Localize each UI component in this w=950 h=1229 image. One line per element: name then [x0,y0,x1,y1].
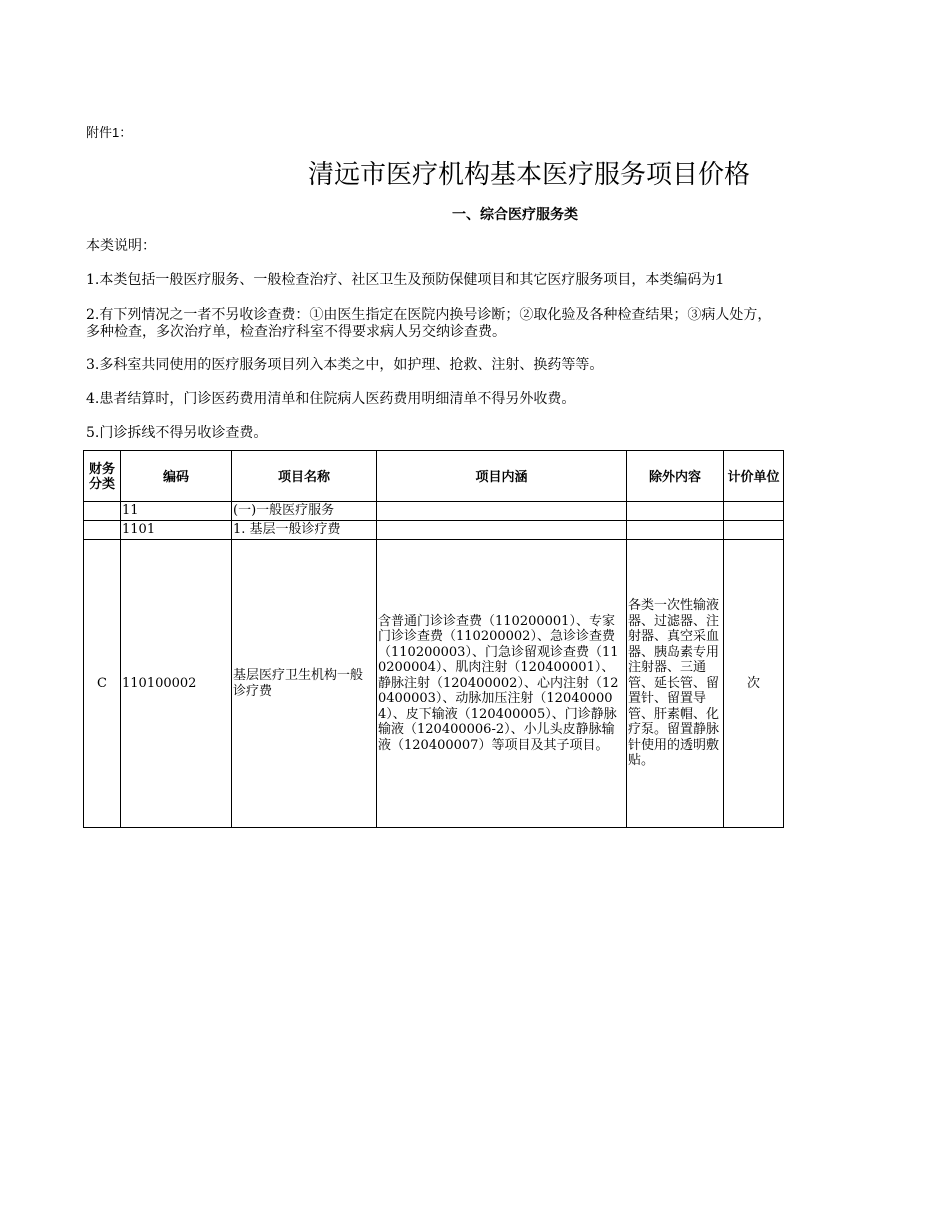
cell-name: (一)一般医疗服务 [232,502,377,521]
cell-code: 110100002 [121,540,232,828]
notes-heading: 本类说明： [86,238,156,254]
cell-category [84,521,121,540]
cell-content [377,502,627,521]
header-category: 财务分类 [84,451,121,502]
header-name: 项目名称 [232,451,377,502]
note-item-5: 5.门诊拆线不得另收诊查费。 [86,425,268,441]
header-content: 项目内涵 [377,451,627,502]
note-item-1: 1.本类包括一般医疗服务、一般检查治疗、社区卫生及预防保健项目和其它医疗服务项目，本类编码为1 [86,272,725,288]
cell-name: 基层医疗卫生机构一般诊疗费 [232,540,377,828]
cell-exclude [627,521,724,540]
header-unit: 计价单位 [724,451,784,502]
cell-exclude [627,502,724,521]
cell-exclude: 各类一次性输液器、过滤器、注射器、真空采血器、胰岛素专用注射器、三通管、延长管、留置针、留置导管、肝素帽、化疗泵。留置静脉针使用的透明敷贴。 [627,540,724,828]
table-row [84,502,784,521]
note-item-3: 3.多科室共同使用的医疗服务项目列入本类之中，如护理、抢救、注射、换药等等。 [86,357,604,373]
page-title: 清远市医疗机构基本医疗服务项目价格 [308,160,751,190]
cell-category: C [84,540,121,828]
note-item-2: 2.有下列情况之一者不另收诊查费：①由医生指定在医院内换号诊断；②取化验及各种检查结果；③病人处方，多种检查，多次治疗单，检查治疗科室不得要求病人另交纳诊查费。 [86,307,772,340]
cell-code: 1101 [121,521,232,540]
note-item-4: 4.患者结算时，门诊医药费用清单和住院病人医药费用明细清单不得另外收费。 [86,391,576,407]
price-table [83,450,784,828]
cell-category [84,502,121,521]
section-subtitle: 一、综合医疗服务类 [452,206,578,222]
cell-content [377,521,627,540]
header-exclude: 除外内容 [627,451,724,502]
cell-name: 1. 基层一般诊疗费 [232,521,377,540]
cell-code: 11 [121,502,232,521]
attachment-label: 附件1： [86,125,133,140]
header-code: 编码 [121,451,232,502]
cell-content: 含普通门诊诊查费（110200001）、专家门诊诊查费（110200002）、急诊诊查费（110200003）、门急诊留观诊查费（110200004）、肌肉注射（120400001）、静脉注射（120400002）、心内注射（120400003）、动脉加压注射（120400004）、皮下输液（120400005）、门诊静脉输液（120400006-2）、小儿头皮静脉输液（120400007）等项目及其子项目。 [377,540,627,828]
table-row [84,521,784,540]
cell-unit [724,521,784,540]
table-row [84,540,784,828]
cell-unit [724,502,784,521]
table-header-row [84,451,784,502]
cell-unit: 次 [724,540,784,828]
